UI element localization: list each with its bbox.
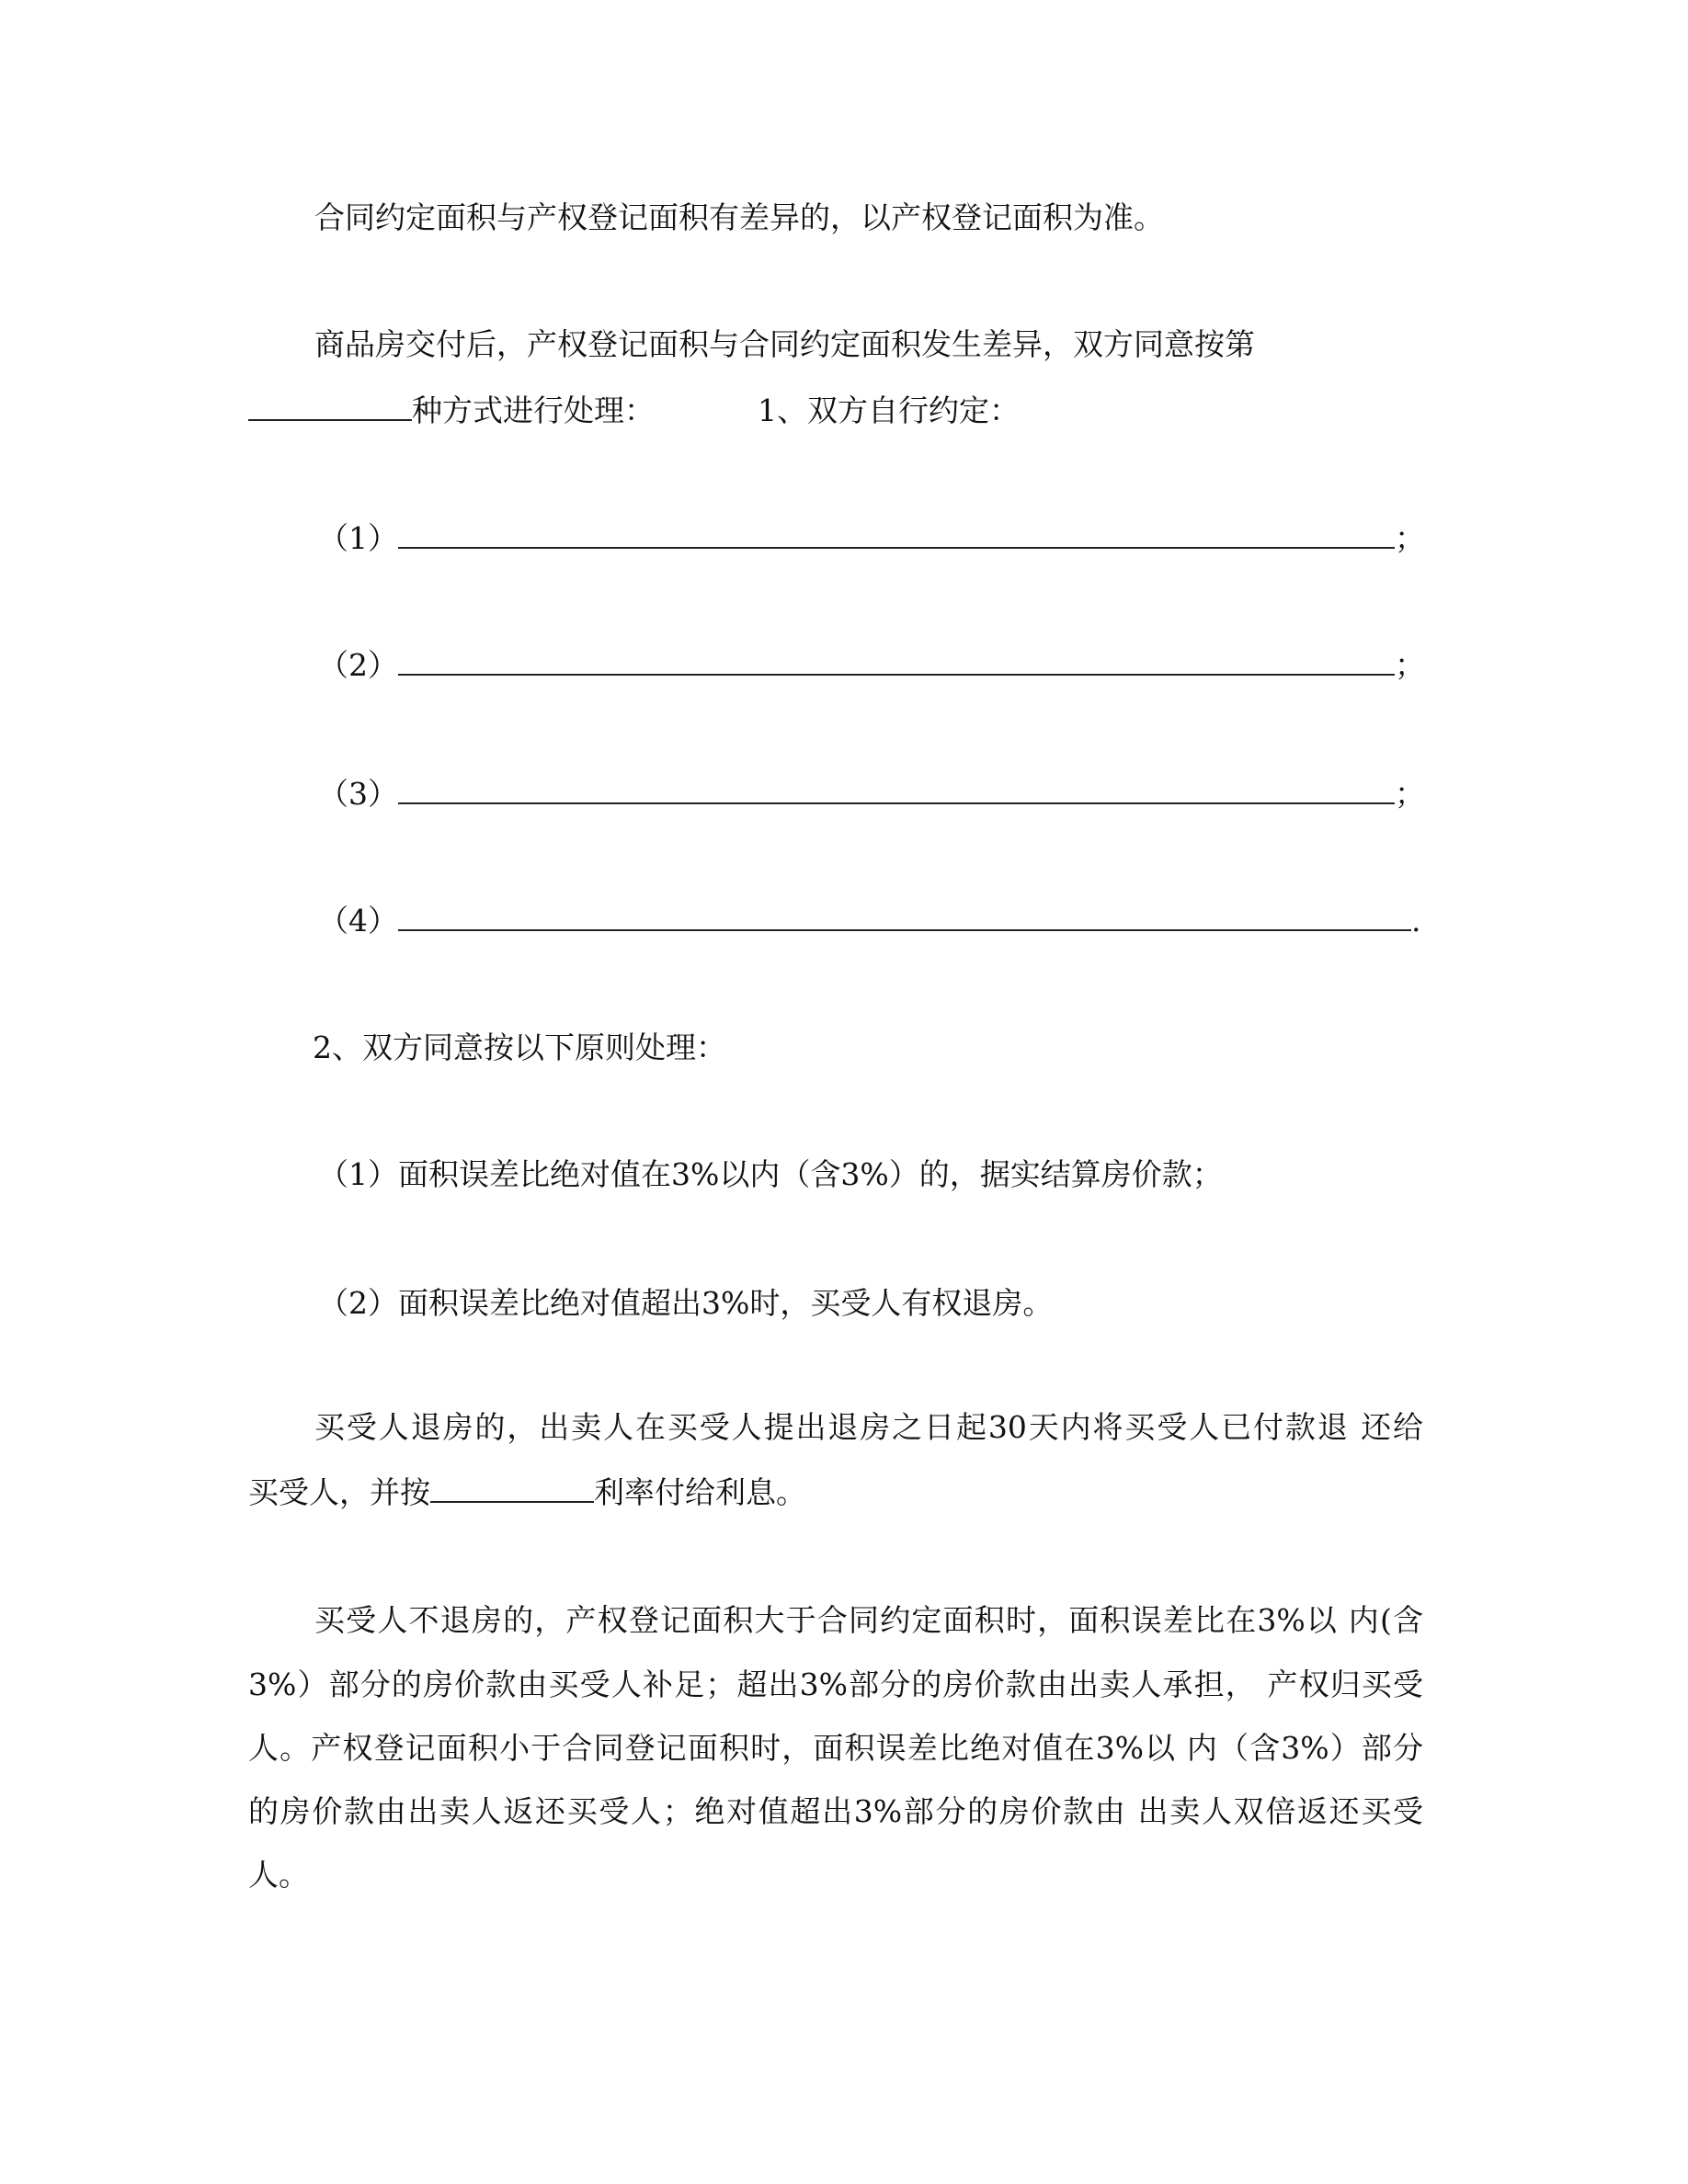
refund-line-2 <box>248 1473 806 1511</box>
no-refund-line-2: 3%）部分的房价款由买受人补足；超出3%部分的房价款由出卖人承担， 产权归买受 <box>248 1666 1423 1702</box>
interest-rate-blank[interactable] <box>430 1473 594 1503</box>
agreement-item-1 <box>318 519 1425 557</box>
paragraph-difference-intro: 商品房交付后，产权登记面积与合同约定面积发生差异，双方同意按第 <box>314 326 1255 362</box>
agreement-blank-3[interactable] <box>398 775 1395 804</box>
item-end: ； <box>1395 647 1425 683</box>
item-label: （1） <box>318 520 398 556</box>
refund-text-end: 利率付给利息。 <box>594 1474 806 1510</box>
item-end: . <box>1411 903 1421 938</box>
option-2-heading: 2、双方同意按以下原则处理： <box>313 1029 726 1065</box>
agreement-blank-4[interactable] <box>398 902 1411 931</box>
no-refund-line-3: 人。产权登记面积小于合同登记面积时，面积误差比绝对值在3%以 内（含3%）部分 <box>248 1730 1423 1766</box>
agreement-item-2 <box>318 646 1425 684</box>
method-number-blank[interactable] <box>248 392 412 421</box>
paragraph-method-line <box>248 392 1020 429</box>
item-label: （2） <box>318 647 398 683</box>
no-refund-line-1: 买受人不退房的，产权登记面积大于合同约定面积时，面积误差比在3%以 内(含 <box>314 1602 1423 1638</box>
rule-1: （1）面积误差比绝对值在3%以内（含3%）的，据实结算房价款； <box>318 1156 1223 1192</box>
agreement-item-3 <box>318 775 1425 813</box>
refund-line-1: 买受人退房的，出卖人在买受人提出退房之日起30天内将买受人已付款退 还给 <box>314 1409 1423 1445</box>
paragraph-area-rule: 合同约定面积与产权登记面积有差异的，以产权登记面积为准。 <box>314 199 1164 235</box>
rule-2: （2）面积误差比绝对值超出3%时，买受人有权退房。 <box>318 1285 1054 1321</box>
item-label: （4） <box>318 903 398 938</box>
no-refund-line-5: 人。 <box>248 1857 309 1893</box>
item-label: （3） <box>318 776 398 812</box>
option-1-heading: 1、双方自行约定： <box>758 392 1020 428</box>
method-text: 种方式进行处理： <box>412 392 655 428</box>
refund-text: 买受人，并按 <box>248 1474 430 1510</box>
agreement-item-4 <box>318 902 1421 939</box>
item-end: ； <box>1395 520 1425 556</box>
item-end: ； <box>1395 776 1425 812</box>
agreement-blank-2[interactable] <box>398 646 1395 676</box>
no-refund-line-4: 的房价款由出卖人返还买受人；绝对值超出3%部分的房价款由 出卖人双倍返还买受 <box>248 1793 1423 1829</box>
agreement-blank-1[interactable] <box>398 519 1395 549</box>
